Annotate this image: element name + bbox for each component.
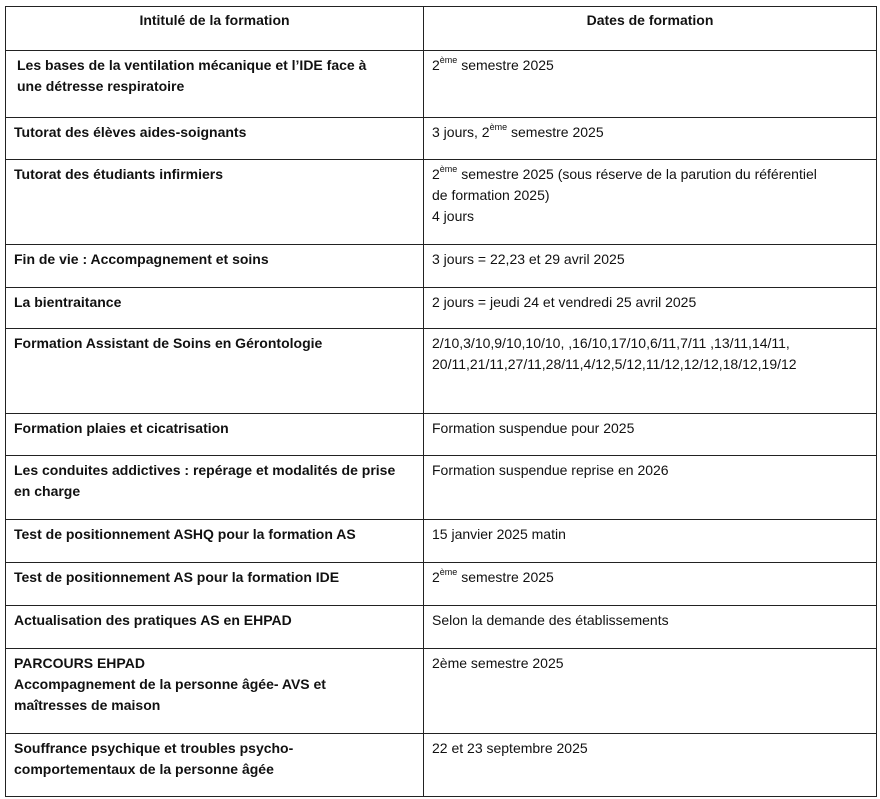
dates-text: 3 jours = 22,23 et 29 avril 2025 (432, 251, 625, 267)
dates-text: semestre 2025 (sous réserve de la parution du référentiel (457, 166, 817, 182)
training-dates (424, 245, 877, 288)
table-row (6, 606, 877, 649)
dates-text: 2ème semestre 2025 (432, 655, 564, 671)
training-title (6, 734, 424, 797)
table-row (6, 456, 877, 520)
title-line: maîtresses de maison (14, 697, 161, 713)
title-line: Test de positionnement ASHQ pour la formation AS (14, 526, 356, 542)
title-line: Tutorat des étudiants infirmiers (14, 166, 223, 182)
training-dates (424, 649, 877, 734)
training-dates (424, 456, 877, 520)
table-row (6, 329, 877, 414)
title-line: une détresse respiratoire (17, 78, 185, 94)
table-header-row (6, 7, 877, 51)
table-row (6, 51, 877, 118)
training-title (6, 288, 424, 329)
title-line: PARCOURS EHPAD (14, 655, 145, 671)
dates-text: 2 (432, 57, 440, 73)
dates-text: 15 janvier 2025 matin (432, 526, 566, 542)
training-title (6, 160, 424, 245)
training-dates (424, 414, 877, 456)
training-title (6, 606, 424, 649)
training-dates (424, 606, 877, 649)
training-title (6, 118, 424, 160)
title-line: La bientraitance (14, 294, 122, 310)
title-line: Formation plaies et cicatrisation (14, 420, 229, 436)
dates-text: Selon la demande des établissements (432, 612, 669, 628)
dates-text: semestre 2025 (507, 124, 604, 140)
ordinal-suffix: ème (489, 122, 508, 133)
table-row (6, 160, 877, 245)
header-dates: Dates de formation (424, 7, 877, 51)
table-row (6, 649, 877, 734)
dates-text: Formation suspendue reprise en 2026 (432, 462, 669, 478)
title-line: Accompagnement de la personne âgée- AVS et (14, 676, 326, 692)
training-title (6, 414, 424, 456)
dates-line: de formation 2025) (432, 187, 550, 203)
training-dates (424, 734, 877, 797)
dates-text: 2 jours = jeudi 24 et vendredi 25 avril 2025 (432, 294, 697, 310)
table-row (6, 520, 877, 563)
title-line: en charge (14, 483, 81, 499)
dates-line (432, 164, 868, 185)
title-line: comportementaux de la personne âgée (14, 761, 274, 777)
header-title: Intitulé de la formation (6, 7, 424, 51)
title-line: Actualisation des pratiques AS en EHPAD (14, 612, 292, 628)
dates-text: 2 (432, 569, 440, 585)
ordinal-suffix: ème (439, 55, 458, 66)
training-title (6, 51, 424, 118)
title-line: Les conduites addictives : repérage et modalités de prise (14, 462, 396, 478)
training-dates (424, 118, 877, 160)
dates-line: 2/10,3/10,9/10,10/10, ,16/10,17/10,6/11,7/11 ,13/11,14/11, (432, 335, 790, 351)
training-title (6, 456, 424, 520)
table-row (6, 734, 877, 797)
title-line: Test de positionnement AS pour la formation IDE (14, 569, 340, 585)
table-row (6, 563, 877, 606)
title-line: Souffrance psychique et troubles psycho- (14, 740, 294, 756)
table-row (6, 245, 877, 288)
training-title (6, 563, 424, 606)
title-line: Formation Assistant de Soins en Gérontologie (14, 335, 323, 351)
training-dates (424, 160, 877, 245)
title-line: Fin de vie : Accompagnement et soins (14, 251, 269, 267)
dates-text: 3 jours, 2 (432, 124, 490, 140)
training-title (6, 329, 424, 414)
dates-text: semestre 2025 (457, 569, 554, 585)
training-dates (424, 288, 877, 329)
dates-line: 20/11,21/11,27/11,28/11,4/12,5/12,11/12,12/12,18/12,19/12 (432, 356, 797, 372)
dates-text: Formation suspendue pour 2025 (432, 420, 635, 436)
dates-line: 4 jours (432, 208, 475, 224)
training-title (6, 245, 424, 288)
ordinal-suffix: ème (439, 567, 458, 578)
training-title (6, 520, 424, 563)
dates-text: 2 (432, 166, 440, 182)
table-row (6, 414, 877, 456)
training-dates (424, 329, 877, 414)
title-line: Tutorat des élèves aides-soignants (14, 124, 247, 140)
table-row (6, 118, 877, 160)
training-dates (424, 563, 877, 606)
training-dates (424, 51, 877, 118)
table-row (6, 288, 877, 329)
training-schedule-table (5, 6, 877, 797)
dates-text: 22 et 23 septembre 2025 (432, 740, 588, 756)
title-line: Les bases de la ventilation mécanique et l’IDE face à (17, 57, 367, 73)
dates-text: semestre 2025 (457, 57, 554, 73)
ordinal-suffix: ème (439, 164, 458, 175)
training-dates (424, 520, 877, 563)
training-title (6, 649, 424, 734)
